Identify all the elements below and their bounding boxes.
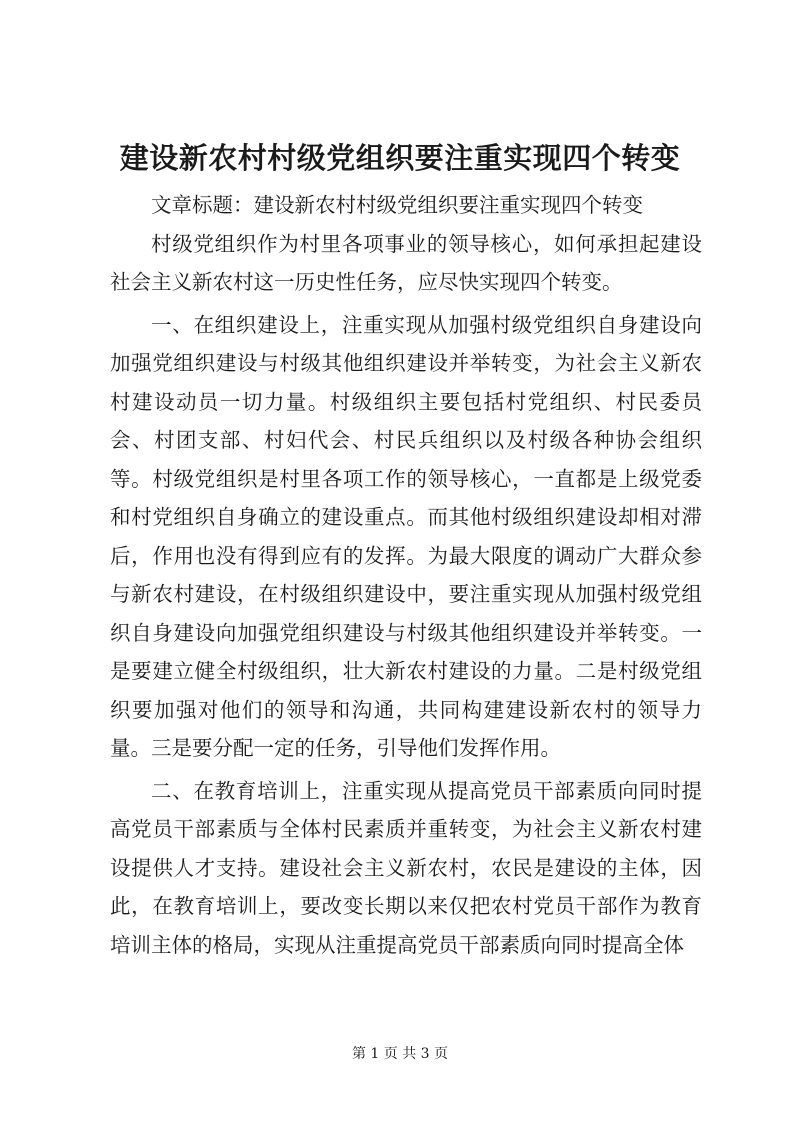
page-footer: 第 1 页 共 3 页 [351,1046,449,1062]
document-title: 建设新农村村级党组织要注重实现四个转变 [119,141,681,175]
section-two-paragraph: 二、在教育培训上，注重实现从提高党员干部素质向同时提高党员干部素质与全体村民素质并重转变，为社会主义新农村建设提供人才支持。建设社会主义新农村，农民是建设的主体，因此，在教育培训上，要改变长期以来仅把农村党员干部作为教育培训主体的格局，实现从注重提高党员干部素质向同时提高全体 [110,778,702,957]
article-title-line: 文章标题：建设新农村村级党组织要注重实现四个转变 [151,193,643,217]
intro-paragraph: 村级党组织作为村里各项事业的领导核心，如何承担起建设社会主义新农村这一历史性任务，应尽快实现四个转变。 [110,231,702,294]
document-body [110,186,702,964]
section-one-paragraph: 一、在组织建设上，注重实现从加强村级党组织自身建设向加强党组织建设与村级其他组织建设并举转变，为社会主义新农村建设动员一切力量。村级组织主要包括村党组织、村民委员会、村团支部、村妇代会、村民兵组织以及村级各种协会组织等。村级党组织是村里各项工作的领导核心，一直都是上级党委和村党组织自身确立的建设重点。而其他村级组织建设却相对滞后，作用也没有得到应有的发挥。为最大限度的调动广大群众参与新农村建设，在村级组织建设中，要注重实现从加强村级党组织自身建设向加强党组织建设与村级其他组织建设并举转变。一是要建立健全村级组织，壮大新农村建设的力量。二是村级党组织要加强对他们的领导和沟通，共同构建建设新农村的领导力量。三是要分配一定的任务，引导他们发挥作用。 [110,312,702,760]
